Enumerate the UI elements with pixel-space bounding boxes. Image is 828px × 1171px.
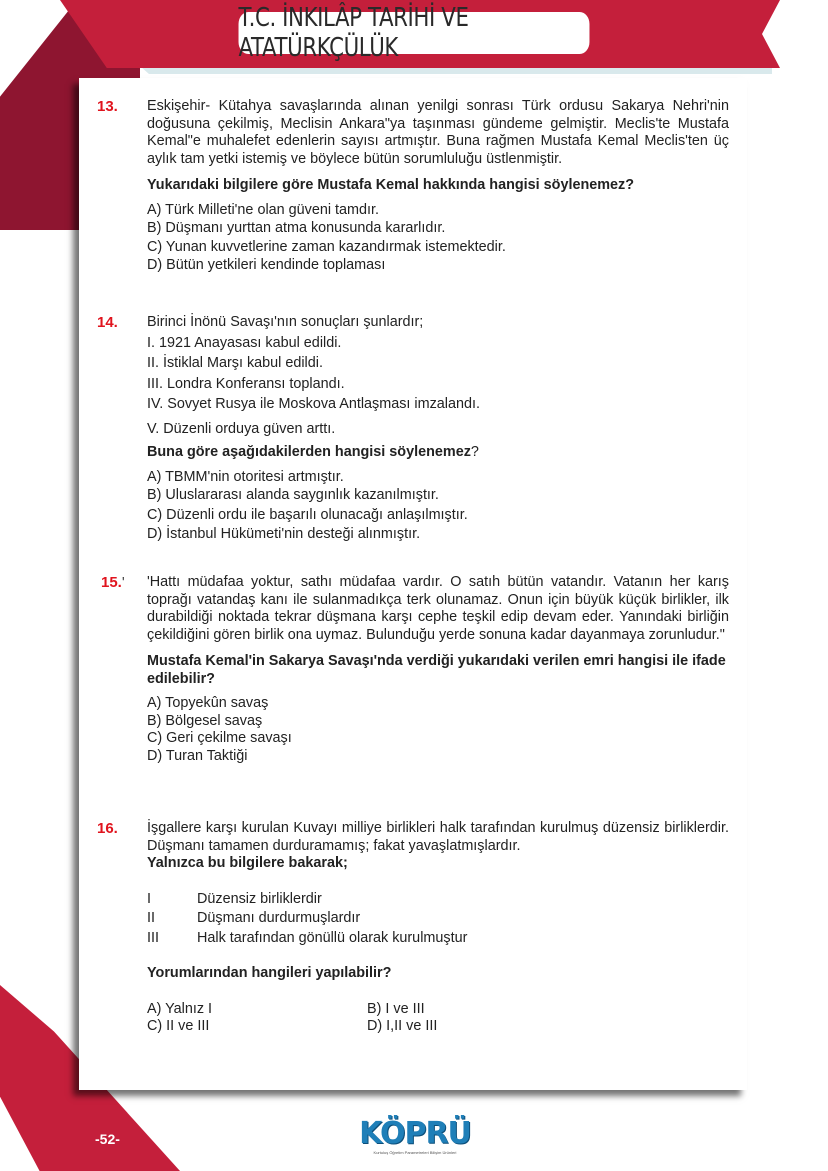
statement-text: Düşmanı durdurmuşlardır xyxy=(197,910,361,926)
statement-numeral: III xyxy=(147,929,159,946)
statement-v: V. Düzenli orduya güven arttı. xyxy=(147,420,336,437)
question-number: 16. xyxy=(97,820,118,837)
option-d[interactable]: D) Bütün yetkileri kendinde toplaması xyxy=(147,257,386,273)
option-c[interactable]: C) Geri çekilme savaşı xyxy=(147,730,292,746)
question-paragraph: İşgallere karşı kurulan Kuvayı milliye birlikleri halk tarafından kurulmuş düzensiz birliklerdir. Düşmanı tamamen durduramamış; fakat yavaşlatmışlardır. xyxy=(147,820,729,854)
option-c[interactable]: C) Yunan kuvvetlerine zaman kazandırmak istemektedir. xyxy=(147,238,506,255)
option-d[interactable]: D) Turan Taktiği xyxy=(147,747,248,764)
statement-iii: III. Londra Konferansı toplandı. xyxy=(147,375,345,392)
kopru-logo xyxy=(352,1118,478,1166)
statement-i xyxy=(147,891,729,909)
page-number: -52- xyxy=(95,1131,120,1147)
page-title: T.C. İNKILÂP TARİHİ VE ATATÜRKÇÜLÜK xyxy=(239,12,590,54)
option-d[interactable]: D) İstanbul Hükümeti'nin desteği alınmıştır. xyxy=(147,526,421,542)
question-number: 14. xyxy=(97,314,118,331)
question-intro: Birinci İnönü Savaşı'nın sonuçları şunlardır; xyxy=(147,314,424,330)
option-b[interactable]: B) Uluslararası alanda saygınlık kazanılmıştır. xyxy=(147,487,439,503)
question-stem xyxy=(147,444,729,462)
option-d[interactable]: D) I,II ve III xyxy=(367,1018,438,1034)
options-list xyxy=(147,469,729,544)
option-a[interactable]: A) TBMM'nin otoritesi artmıştır. xyxy=(147,468,344,485)
statement-iii xyxy=(147,930,729,948)
logo-wordmark: KÖPRÜ xyxy=(359,1116,471,1151)
option-b[interactable]: B) I ve III xyxy=(367,1000,425,1017)
statement-ii xyxy=(147,910,729,928)
question-paragraph: Eskişehir- Kütahya savaşlarında alınan yenilgi sonrası Türk ordusu Sakarya Nehri'nin doğusuna çekilmiş, Meclisin Ankara"ya taşınması gündeme gelmiştir. Meclis'te Mustafa Kemal"e muhalefet edenlerin sayısı artmıştır. Buna rağmen Mustafa Kemal Meclis'ten üç aylık tam yetki istemiş ve böylece bütün sorumluluğu üstlenmiştir. xyxy=(147,98,729,167)
option-b[interactable]: B) Bölgesel savaş xyxy=(147,712,263,729)
stem-tail: ? xyxy=(470,444,479,460)
options-list xyxy=(147,695,729,765)
option-c[interactable]: C) II ve III xyxy=(147,1018,210,1034)
statement-i: I. 1921 Anayasası kabul edildi. xyxy=(147,334,342,351)
stem-bold: Buna göre aşağıdakilerden hangisi söylenemez xyxy=(147,444,471,460)
question-number: 15.' xyxy=(101,574,125,591)
statements-list xyxy=(147,891,729,948)
option-b[interactable]: B) Düşmanı yurttan atma konusunda kararlıdır. xyxy=(147,220,446,236)
option-a[interactable]: A) Türk Milleti'ne olan güveni tamdır. xyxy=(147,201,380,218)
statement-iv: IV. Sovyet Rusya ile Moskova Antlaşması imzalandı. xyxy=(147,396,480,412)
options-grid xyxy=(147,1001,729,1036)
question-paragraph: 'Hattı müdafaa yoktur, sathı müdafaa vardır. O satıh bütün vatandır. Vatanın her karış toprağı vatandaş kanı ile sulanmadıkça terk olunamaz. Onun için büyük küçük birlikler, ilk durabildiği noktada tekrar düşmana karşı cephe teşkil edip devam eder. Yanındaki birliğin çekildiğini gören birlik ona uymaz. Bulunduğu yerde sonuna kadar dayanmaya zorunludur." xyxy=(147,574,729,643)
statement-text: Düzensiz birliklerdir xyxy=(197,890,322,907)
question-sheet xyxy=(79,78,747,1090)
option-a[interactable]: A) Topyekûn savaş xyxy=(147,695,269,711)
logo-subtitle: Kurtuluş Öğretim Parametreleri Bilişim Ürünleri xyxy=(373,1150,457,1155)
statement-numeral: I xyxy=(147,890,151,907)
statement-numeral: II xyxy=(147,910,155,926)
statement-ii: II. İstiklal Marşı kabul edildi. xyxy=(147,355,323,371)
question-number: 13. xyxy=(97,98,118,115)
question-stem: Mustafa Kemal'in Sakarya Savaşı'nda verdiği yukarıdaki verilen emri hangisi ile ifade edilebilir? xyxy=(147,653,726,687)
option-c[interactable]: C) Düzenli ordu ile başarılı olunacağı anlaşılmıştır. xyxy=(147,506,468,523)
options-list xyxy=(147,202,729,275)
option-a[interactable]: A) Yalnız I xyxy=(147,1000,213,1017)
question-lead: Yalnızca bu bilgilere bakarak; xyxy=(147,855,348,871)
question-stem: Yukarıdaki bilgilere göre Mustafa Kemal hakkında hangisi söylenemez? xyxy=(147,177,635,193)
question-stem: Yorumlarından hangileri yapılabilir? xyxy=(147,965,392,981)
statement-text: Halk tarafından gönüllü olarak kurulmuştur xyxy=(197,929,468,946)
